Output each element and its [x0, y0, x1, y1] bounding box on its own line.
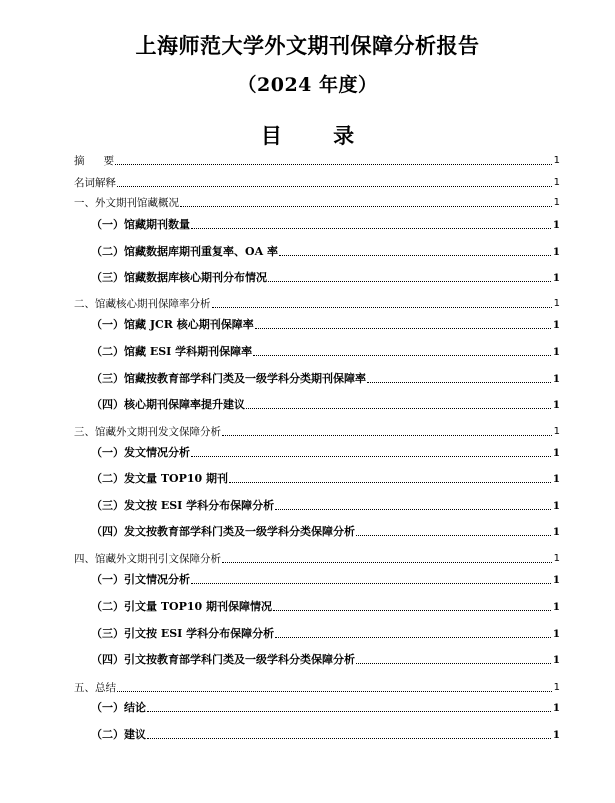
toc-entry-4-1[interactable]: [74, 573, 560, 587]
toc-entry-label: （四）引文按教育部学科门类及一级学科分类保障分析: [91, 653, 355, 666]
toc-entry-label: （三）引文按 ESI 学科分布保障分析: [91, 627, 275, 640]
toc-entry-label: （一）发文情况分析: [91, 446, 190, 459]
toc-entry-label: （二）馆藏 ESI 学科期刊保障率: [91, 345, 253, 358]
toc-page-number: 1: [552, 654, 560, 666]
toc-leader-dots: [367, 381, 551, 383]
toc-page-number: 1: [552, 526, 560, 538]
report-subtitle: （2024 年度）: [237, 74, 378, 96]
toc-leader-dots: [275, 508, 551, 510]
toc-leader-dots: [356, 662, 551, 664]
toc-page-number: 1: [553, 177, 560, 188]
toc-entry-abstract[interactable]: [74, 154, 560, 168]
toc-page-number: 1: [552, 473, 560, 485]
toc-entry-4-3[interactable]: [74, 627, 560, 641]
report-title: 上海师范大学外文期刊保障分析报告: [135, 33, 480, 58]
toc-leader-dots: [212, 306, 552, 308]
toc-leader-dots: [246, 407, 551, 409]
toc-leader-dots: [117, 185, 552, 187]
toc-entry-label: 摘要: [74, 155, 114, 167]
toc-page-number: 1: [552, 319, 560, 331]
toc-entry-label: （二）引文量 TOP10 期刊保障情况: [91, 600, 273, 613]
toc-page-number: 1: [552, 500, 560, 512]
toc-entry-1-2[interactable]: [74, 245, 560, 259]
toc-entry-1-3[interactable]: [74, 271, 560, 285]
toc-entry-label: （一）结论: [91, 701, 146, 714]
toc-entry-3-2[interactable]: [74, 472, 560, 486]
toc-entry-label: （二）建议: [91, 728, 146, 741]
toc-entry-label: （四）核心期刊保障率提升建议: [91, 398, 245, 411]
toc-leader-dots: [253, 354, 551, 356]
toc-entry-section-3[interactable]: [74, 425, 560, 439]
toc-leader-dots: [255, 327, 551, 329]
toc-entry-4-4[interactable]: [74, 653, 560, 667]
toc-leader-dots: [147, 737, 551, 739]
toc-page-number: 1: [552, 702, 560, 714]
toc-leader-dots: [279, 254, 551, 256]
toc-page-number: 1: [553, 553, 560, 564]
toc-leader-dots: [229, 481, 551, 483]
toc-entry-2-3[interactable]: [74, 372, 560, 386]
toc-entry-label: （二）馆藏数据库期刊重复率、OA 率: [91, 245, 278, 258]
toc-leader-dots: [275, 636, 551, 638]
toc-page-number: 1: [552, 399, 560, 411]
toc-leader-dots: [147, 710, 551, 712]
toc-entry-2-1[interactable]: [74, 318, 560, 332]
toc-page-number: 1: [552, 272, 560, 284]
toc-leader-dots: [115, 163, 552, 165]
toc-page-number: 1: [552, 601, 560, 613]
toc-page-number: 1: [552, 628, 560, 640]
toc-entry-label: 三、馆藏外文期刊发文保障分析: [74, 426, 221, 438]
toc-entry-2-2[interactable]: [74, 345, 560, 359]
toc-leader-dots: [268, 280, 551, 282]
toc-entry-label: （三）发文按 ESI 学科分布保障分析: [91, 499, 275, 512]
toc-entry-section-4[interactable]: [74, 552, 560, 566]
toc-leader-dots: [273, 609, 551, 611]
toc-entry-3-3[interactable]: [74, 499, 560, 513]
toc-page-number: 1: [553, 682, 560, 693]
toc-entry-2-4[interactable]: [74, 398, 560, 412]
toc-entry-glossary[interactable]: [74, 176, 560, 190]
toc-heading: 目 录: [260, 123, 377, 148]
toc-leader-dots: [191, 227, 551, 229]
toc-leader-dots: [117, 690, 552, 692]
toc-entry-label: 名词解释: [74, 177, 116, 189]
toc-entry-label: 一、外文期刊馆藏概况: [74, 197, 179, 209]
toc-entry-5-2[interactable]: [74, 728, 560, 742]
toc-entry-label: （二）发文量 TOP10 期刊: [91, 472, 229, 485]
toc-page-number: 1: [552, 574, 560, 586]
toc-page-number: 1: [552, 729, 560, 741]
toc-leader-dots: [356, 534, 551, 536]
toc-entry-5-1[interactable]: [74, 701, 560, 715]
toc-page-number: 1: [553, 197, 560, 208]
toc-entry-section-5[interactable]: [74, 681, 560, 695]
toc-entry-label: 五、总结: [74, 682, 116, 694]
toc-entry-label: 四、馆藏外文期刊引文保障分析: [74, 553, 221, 565]
toc-leader-dots: [191, 455, 551, 457]
toc-leader-dots: [222, 434, 552, 436]
toc-page-number: 1: [552, 373, 560, 385]
toc-page-number: 1: [552, 219, 560, 231]
toc-entry-label: （四）发文按教育部学科门类及一级学科分类保障分析: [91, 525, 355, 538]
toc-page-number: 1: [552, 246, 560, 258]
toc-page-number: 1: [553, 298, 560, 309]
toc-leader-dots: [191, 582, 551, 584]
toc-entry-label: 二、馆藏核心期刊保障率分析: [74, 298, 211, 310]
toc-entry-4-2[interactable]: [74, 600, 560, 614]
toc-page-number: 1: [553, 426, 560, 437]
toc-page-number: 1: [553, 155, 560, 166]
toc-entry-label: （一）馆藏 JCR 核心期刊保障率: [91, 318, 254, 331]
toc-leader-dots: [180, 205, 552, 207]
toc-entry-3-1[interactable]: [74, 446, 560, 460]
toc-entry-section-1[interactable]: [74, 196, 560, 210]
toc-entry-label: （三）馆藏数据库核心期刊分布情况: [91, 271, 267, 284]
toc-page-number: 1: [552, 447, 560, 459]
toc-entry-section-2[interactable]: [74, 297, 560, 311]
toc-entry-3-4[interactable]: [74, 525, 560, 539]
toc-entry-label: （三）馆藏按教育部学科门类及一级学科分类期刊保障率: [91, 372, 366, 385]
toc-entry-label: （一）馆藏期刊数量: [91, 218, 190, 231]
toc-page-number: 1: [552, 346, 560, 358]
toc-entry-1-1[interactable]: [74, 218, 560, 232]
toc-leader-dots: [222, 561, 552, 563]
toc-entry-label: （一）引文情况分析: [91, 573, 190, 586]
